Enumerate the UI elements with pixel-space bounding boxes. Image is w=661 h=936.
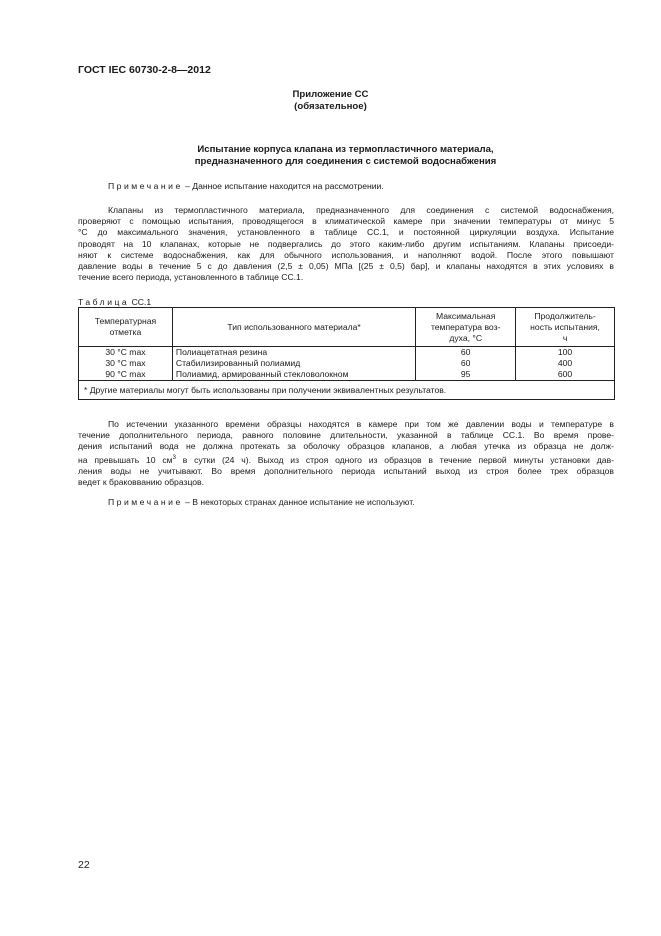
- cell-mark: 30 °С max: [79, 347, 173, 359]
- paragraph-line: дения испытаний вода не должна протекать за оболочку образцов клапанов, а любая утечка из образца не долж-: [78, 441, 614, 452]
- table-row: [79, 358, 615, 369]
- paragraph-line: няют к системе водоснабжения, как для обычного использования, и наполняют водой. После этого повышают: [78, 249, 614, 260]
- cell-mark: 90 °С max: [79, 369, 173, 381]
- header-max-air-temperature: Максимальная температура воз- духа, °С: [416, 308, 516, 347]
- note-paragraph: [78, 497, 614, 508]
- body-paragraph: [78, 419, 614, 488]
- page-number: 22: [78, 859, 90, 871]
- paragraph-line: проводят на 10 клапанах, которые не подвергались до этого каким-либо другим испытаниям. Клапаны присоеди-: [78, 238, 614, 249]
- paragraph-line: ления воды не учитывают. Во время дополнительного периода испытаний выход из строя более трех образцов: [78, 465, 614, 476]
- standard-header: ГОСТ IEC 60730-2-8—2012: [78, 64, 211, 76]
- body-paragraph: [78, 205, 614, 283]
- cell-material: Стабилизированный полиамид: [172, 358, 415, 369]
- note-label: Примечание: [108, 497, 183, 507]
- paragraph-line: на превышать 10 $см^3$ в сутки (24 ч). Выход из строя одного из образцов в течение первой минуты установки дав-: [78, 454, 615, 465]
- header-test-duration: Продолжитель- ность испытания, ч: [516, 308, 615, 347]
- annex-heading: [0, 89, 661, 113]
- section-title-line: Испытание корпуса клапана из термопластичного материала,: [197, 144, 494, 155]
- cell-duration: 400: [516, 358, 615, 369]
- paragraph-line: ведет к браковванию образцов.: [78, 476, 205, 487]
- cell-temperature: 95: [416, 369, 516, 381]
- header-material-type: Тип использованного материала*: [172, 308, 415, 347]
- materials-table: [78, 307, 615, 400]
- cell-mark: 30 °С max: [79, 358, 173, 369]
- paragraph-line: проверяют с помощью испытания, проводящегося в климатической камере при значении температуры от минус 5: [78, 216, 614, 227]
- table-row: [79, 369, 615, 381]
- cell-duration: 100: [516, 347, 615, 359]
- cell-temperature: 60: [416, 358, 516, 369]
- header-temperature-mark: Температурная отметка: [79, 308, 173, 347]
- table-footnote-row: [79, 381, 615, 400]
- table-caption-number: СС.1: [131, 297, 152, 307]
- section-title: [78, 144, 613, 168]
- paragraph-line: °С до максимального значения, установленного в таблице СС.1, и постоянной циркуляции воздуха. Испытание: [78, 227, 614, 238]
- note-text: – В некоторых странах данное испытание не используют.: [182, 497, 415, 507]
- note-paragraph: [78, 181, 614, 192]
- annex-status: (обязательное): [294, 101, 367, 112]
- paragraph-line: течение дополнительного периода, равного половине длительности, указанной в таблице СС.1. Во время прове-: [78, 430, 614, 441]
- cell-material: Полиамид, армированный стекловолокном: [172, 369, 415, 381]
- note-text: – Данное испытание находится на рассмотрении.: [182, 181, 384, 191]
- paragraph-line: давление воды в течение 5 с до давления (2,5 ± 0,05) МПа [(25 ± 0,5) бар], и клапаны находятся в этих условиях в: [78, 261, 614, 272]
- table-caption: [78, 297, 151, 307]
- paragraph-line: По истечении указанного времени образцы находятся в камере при том же давлении воды и температуре в: [108, 419, 614, 429]
- cell-temperature: 60: [416, 347, 516, 359]
- table-caption-label: Таблица: [78, 297, 130, 307]
- section-title-line: предназначенного для соединения с системой водоснабжения: [194, 156, 497, 167]
- note-label: Примечание: [108, 181, 183, 191]
- table-footnote: * Другие материалы могут быть использованы при получении эквивалентных результатов.: [79, 381, 615, 400]
- table-header-row: [79, 308, 615, 347]
- annex-title: Приложение СС: [292, 89, 369, 100]
- superscript-3: 3: [172, 454, 176, 461]
- paragraph-line: течение всего периода, установленного в таблице СС.1.: [78, 272, 304, 283]
- table-row: [79, 347, 615, 359]
- cell-material: Полиацетатная резина: [172, 347, 415, 359]
- cell-duration: 600: [516, 369, 615, 381]
- paragraph-line: Клапаны из термопластичного материала, предназначенного для соединения с системой водоснабжения,: [108, 205, 614, 215]
